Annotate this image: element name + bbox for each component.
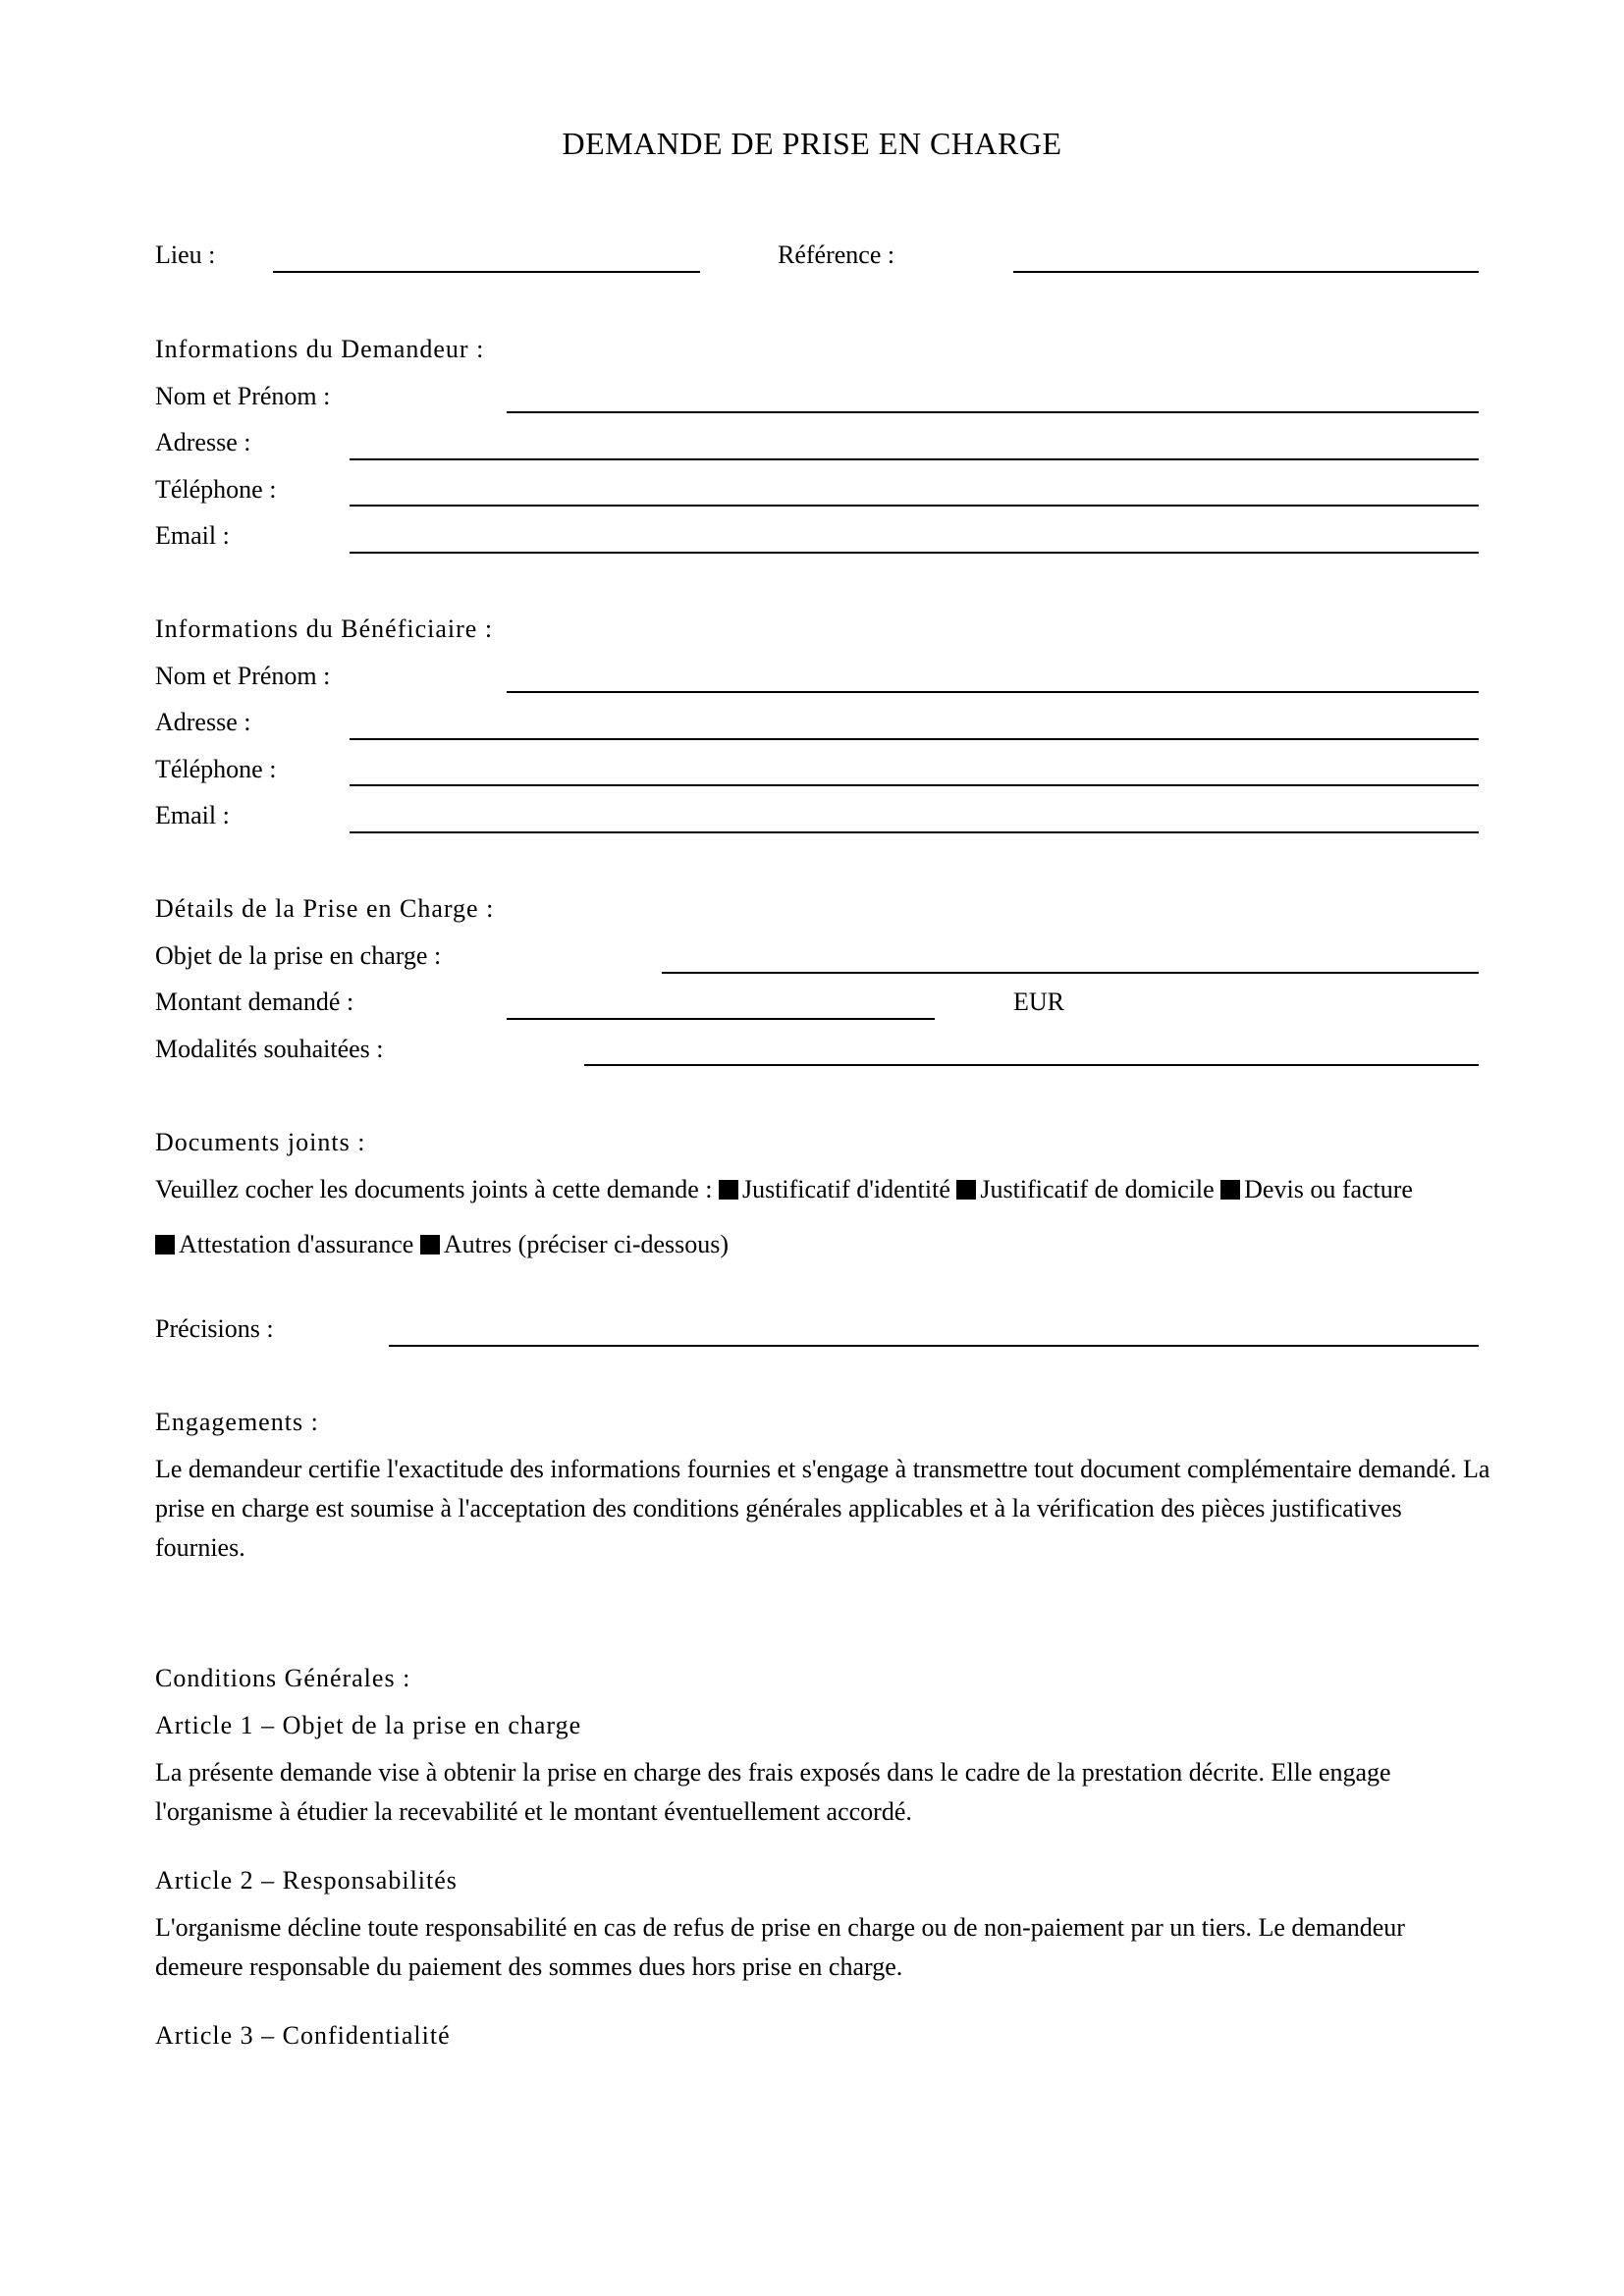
- beneficiaire-heading: Informations du Bénéficiaire :: [155, 614, 494, 643]
- demandeur-adresse-label: Adresse :: [155, 428, 251, 456]
- checkbox-label: Devis ou facture: [1244, 1175, 1413, 1203]
- checkbox-label: Justificatif de domicile: [980, 1175, 1215, 1203]
- beneficiaire-telephone-label: Téléphone :: [155, 755, 277, 783]
- checkbox-assurance[interactable]: [155, 1230, 413, 1258]
- checkbox-label: Justificatif d'identité: [741, 1175, 950, 1203]
- demandeur-telephone-field[interactable]: [350, 505, 1479, 507]
- article-1-text: La présente demande vise à obtenir la prise en charge des frais exposés dans le cadre de la prestation décrite. Elle engage l'organisme à étudier la recevabilité et le montant éventuellement accordé.: [155, 1758, 1391, 1826]
- documents-line-1: [155, 1174, 1413, 1205]
- demandeur-email-field[interactable]: [350, 552, 1479, 554]
- documents-intro: Veuillez cocher les documents joints à cette demande :: [155, 1175, 713, 1203]
- beneficiaire-telephone-field[interactable]: [350, 784, 1479, 786]
- checkbox-devis[interactable]: [1220, 1175, 1413, 1203]
- montant-field[interactable]: [507, 1018, 935, 1020]
- checkbox-domicile[interactable]: [956, 1175, 1214, 1203]
- demandeur-telephone-label: Téléphone :: [155, 475, 277, 504]
- reference-label: Référence :: [778, 240, 895, 269]
- beneficiaire-adresse-label: Adresse :: [155, 708, 251, 736]
- article-2-title: Article 2 – Responsabilités: [155, 1866, 458, 1895]
- montant-label: Montant demandé :: [155, 988, 354, 1016]
- document-title: DEMANDE DE PRISE EN CHARGE: [562, 126, 1062, 161]
- checkbox-icon: [956, 1180, 976, 1200]
- details-heading: Détails de la Prise en Charge :: [155, 894, 495, 923]
- checkbox-autres[interactable]: [420, 1230, 729, 1258]
- documents-heading: Documents joints :: [155, 1128, 366, 1156]
- demandeur-heading: Informations du Demandeur :: [155, 335, 485, 363]
- objet-label: Objet de la prise en charge :: [155, 941, 442, 970]
- beneficiaire-nom-label: Nom et Prénom :: [155, 662, 331, 690]
- beneficiaire-email-field[interactable]: [350, 831, 1479, 833]
- checkbox-label: Autres (préciser ci-dessous): [443, 1230, 730, 1258]
- modalites-label: Modalités souhaitées :: [155, 1035, 384, 1063]
- beneficiaire-adresse-field[interactable]: [350, 738, 1479, 740]
- engagements-heading: Engagements :: [155, 1408, 319, 1436]
- conditions-heading: Conditions Générales :: [155, 1664, 411, 1692]
- precisions-label: Précisions :: [155, 1314, 274, 1343]
- article-3-title: Article 3 – Confidentialité: [155, 2021, 451, 2050]
- beneficiaire-email-label: Email :: [155, 801, 230, 829]
- article-1-title: Article 1 – Objet de la prise en charge: [155, 1711, 582, 1739]
- lieu-label: Lieu :: [155, 240, 216, 269]
- objet-field[interactable]: [662, 972, 1479, 974]
- demandeur-nom-label: Nom et Prénom :: [155, 382, 331, 410]
- lieu-field[interactable]: [273, 271, 700, 273]
- beneficiaire-nom-field[interactable]: [507, 691, 1479, 693]
- currency-label: EUR: [1013, 988, 1064, 1016]
- demandeur-nom-field[interactable]: [507, 411, 1479, 413]
- modalites-field[interactable]: [584, 1064, 1479, 1066]
- checkbox-icon: [420, 1235, 440, 1255]
- checkbox-icon: [1220, 1180, 1240, 1200]
- demandeur-email-label: Email :: [155, 521, 230, 550]
- reference-field[interactable]: [1013, 271, 1479, 273]
- precisions-field[interactable]: [389, 1345, 1479, 1347]
- checkbox-identite[interactable]: [719, 1175, 950, 1203]
- checkbox-icon: [155, 1235, 175, 1255]
- checkbox-label: Attestation d'assurance: [179, 1230, 414, 1258]
- engagements-text: Le demandeur certifie l'exactitude des informations fournies et s'engage à transmettre tout document complémentaire demandé. La prise en charge est soumise à l'acceptation des conditions générales applicables et à la vérification des pièces justificatives fournies.: [155, 1455, 1490, 1562]
- demandeur-adresse-field[interactable]: [350, 458, 1479, 460]
- checkbox-icon: [719, 1180, 738, 1200]
- article-2-text: L'organisme décline toute responsabilité en cas de refus de prise en charge ou de non-paiement par un tiers. Le demandeur demeure responsable du paiement des sommes dues hors prise en charge.: [155, 1913, 1405, 1981]
- documents-line-2: [155, 1229, 729, 1260]
